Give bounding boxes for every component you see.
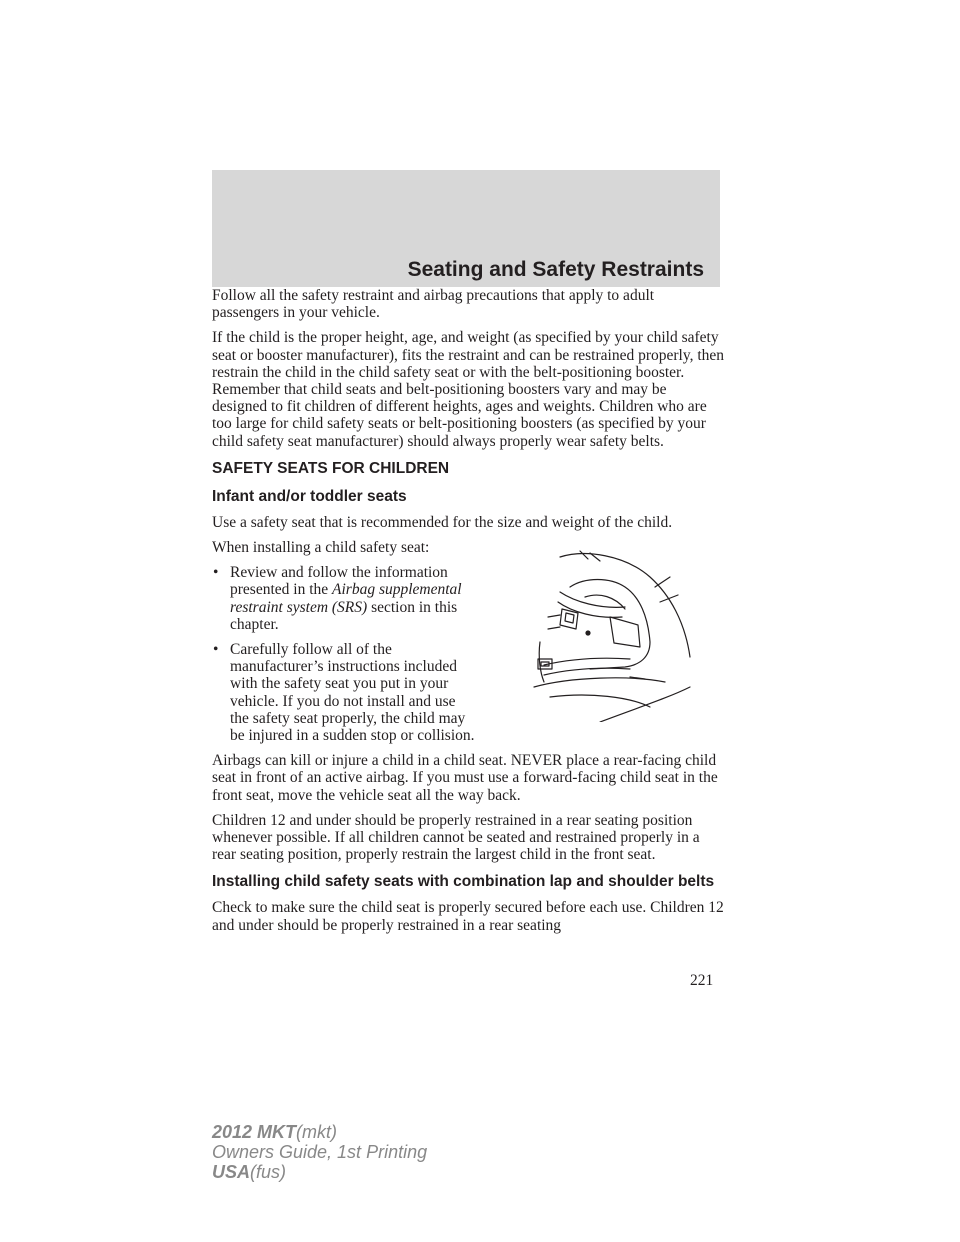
heading-safety-seats: SAFETY SEATS FOR CHILDREN [212,459,450,477]
page-number: 221 [690,972,714,989]
footer-region-code: (fus) [250,1162,287,1182]
paragraph-child-height: If the child is the proper height, age, and weight (as specified by your child safety seat or booster manufacturer), fits the restraint and can be restrained properly, then restrain the child in the child safety seat or with the belt-positioning booster. Remember that child seats and belt-positioning boosters vary and may be designed to fit children of different heights, ages and weights. Children who are too large for child safety seats or belt-positioning boosters (as specified by your child safety seat manufacturer) should always properly wear safety belts. [212,329,725,450]
heading-infant-toddler: Infant and/or toddler seats [212,487,407,505]
srs-reference: Airbag supplemental restraint system (SRS) [230,581,462,616]
paragraph-airbag-warning: Airbags can kill or injure a child in a child seat. NEVER place a rear-facing child seat in front of an active airbag. If you must use a forward-facing child seat in the front seat, move the vehicle seat all the way back. [212,752,718,804]
bullet-item-review [212,564,476,633]
footer-model: 2012 MKT [212,1122,297,1142]
paragraph-precautions: Follow all the safety restraint and airbag precautions that apply to adult passengers in your vehicle. [212,287,655,322]
paragraph-recommended-seat: Use a safety seat that is recommended for the size and weight of the child. [212,513,673,531]
bullet-dot: • [213,641,219,659]
footer-model-code: (mkt) [296,1122,338,1142]
bullet-dot: • [213,564,219,582]
footer-line-region [212,1162,427,1182]
paragraph-when-installing: When installing a child safety seat: [212,539,430,557]
print-footer [212,1122,427,1182]
footer-region: USA [212,1162,251,1182]
bullet-item-manufacturer [212,641,476,744]
section-header-band [212,170,720,287]
bullet-text-end: section in this chapter. [230,598,458,633]
bullet-text: Review and follow the information presented in the [230,564,448,599]
paragraph-rear-seating: Children 12 and under should be properly restrained in a rear seating position whenever possible. If all children cannot be seated and restrained properly in a rear seating position, properly restrain the largest child in the front seat. [212,811,700,864]
paragraph-check-secured: Check to make sure the child seat is properly secured before each use. Children 12 and under should be properly restrained in a rear seating [212,899,724,934]
footer-line-guide: Owners Guide, 1st Printing [212,1142,428,1162]
footer-line-model [212,1122,427,1142]
child-seat-belt-illustration [530,547,695,722]
section-title: Seating and Safety Restraints [407,258,704,281]
bullet-text: Carefully follow all of the manufacturer’s instructions included with the safety seat you put in your vehicle. If you do not install and use the safety seat properly, the child may be injured in a sudden stop or collision. [230,641,475,745]
heading-installing-lap-shoulder: Installing child safety seats with combination lap and shoulder belts [212,873,715,891]
